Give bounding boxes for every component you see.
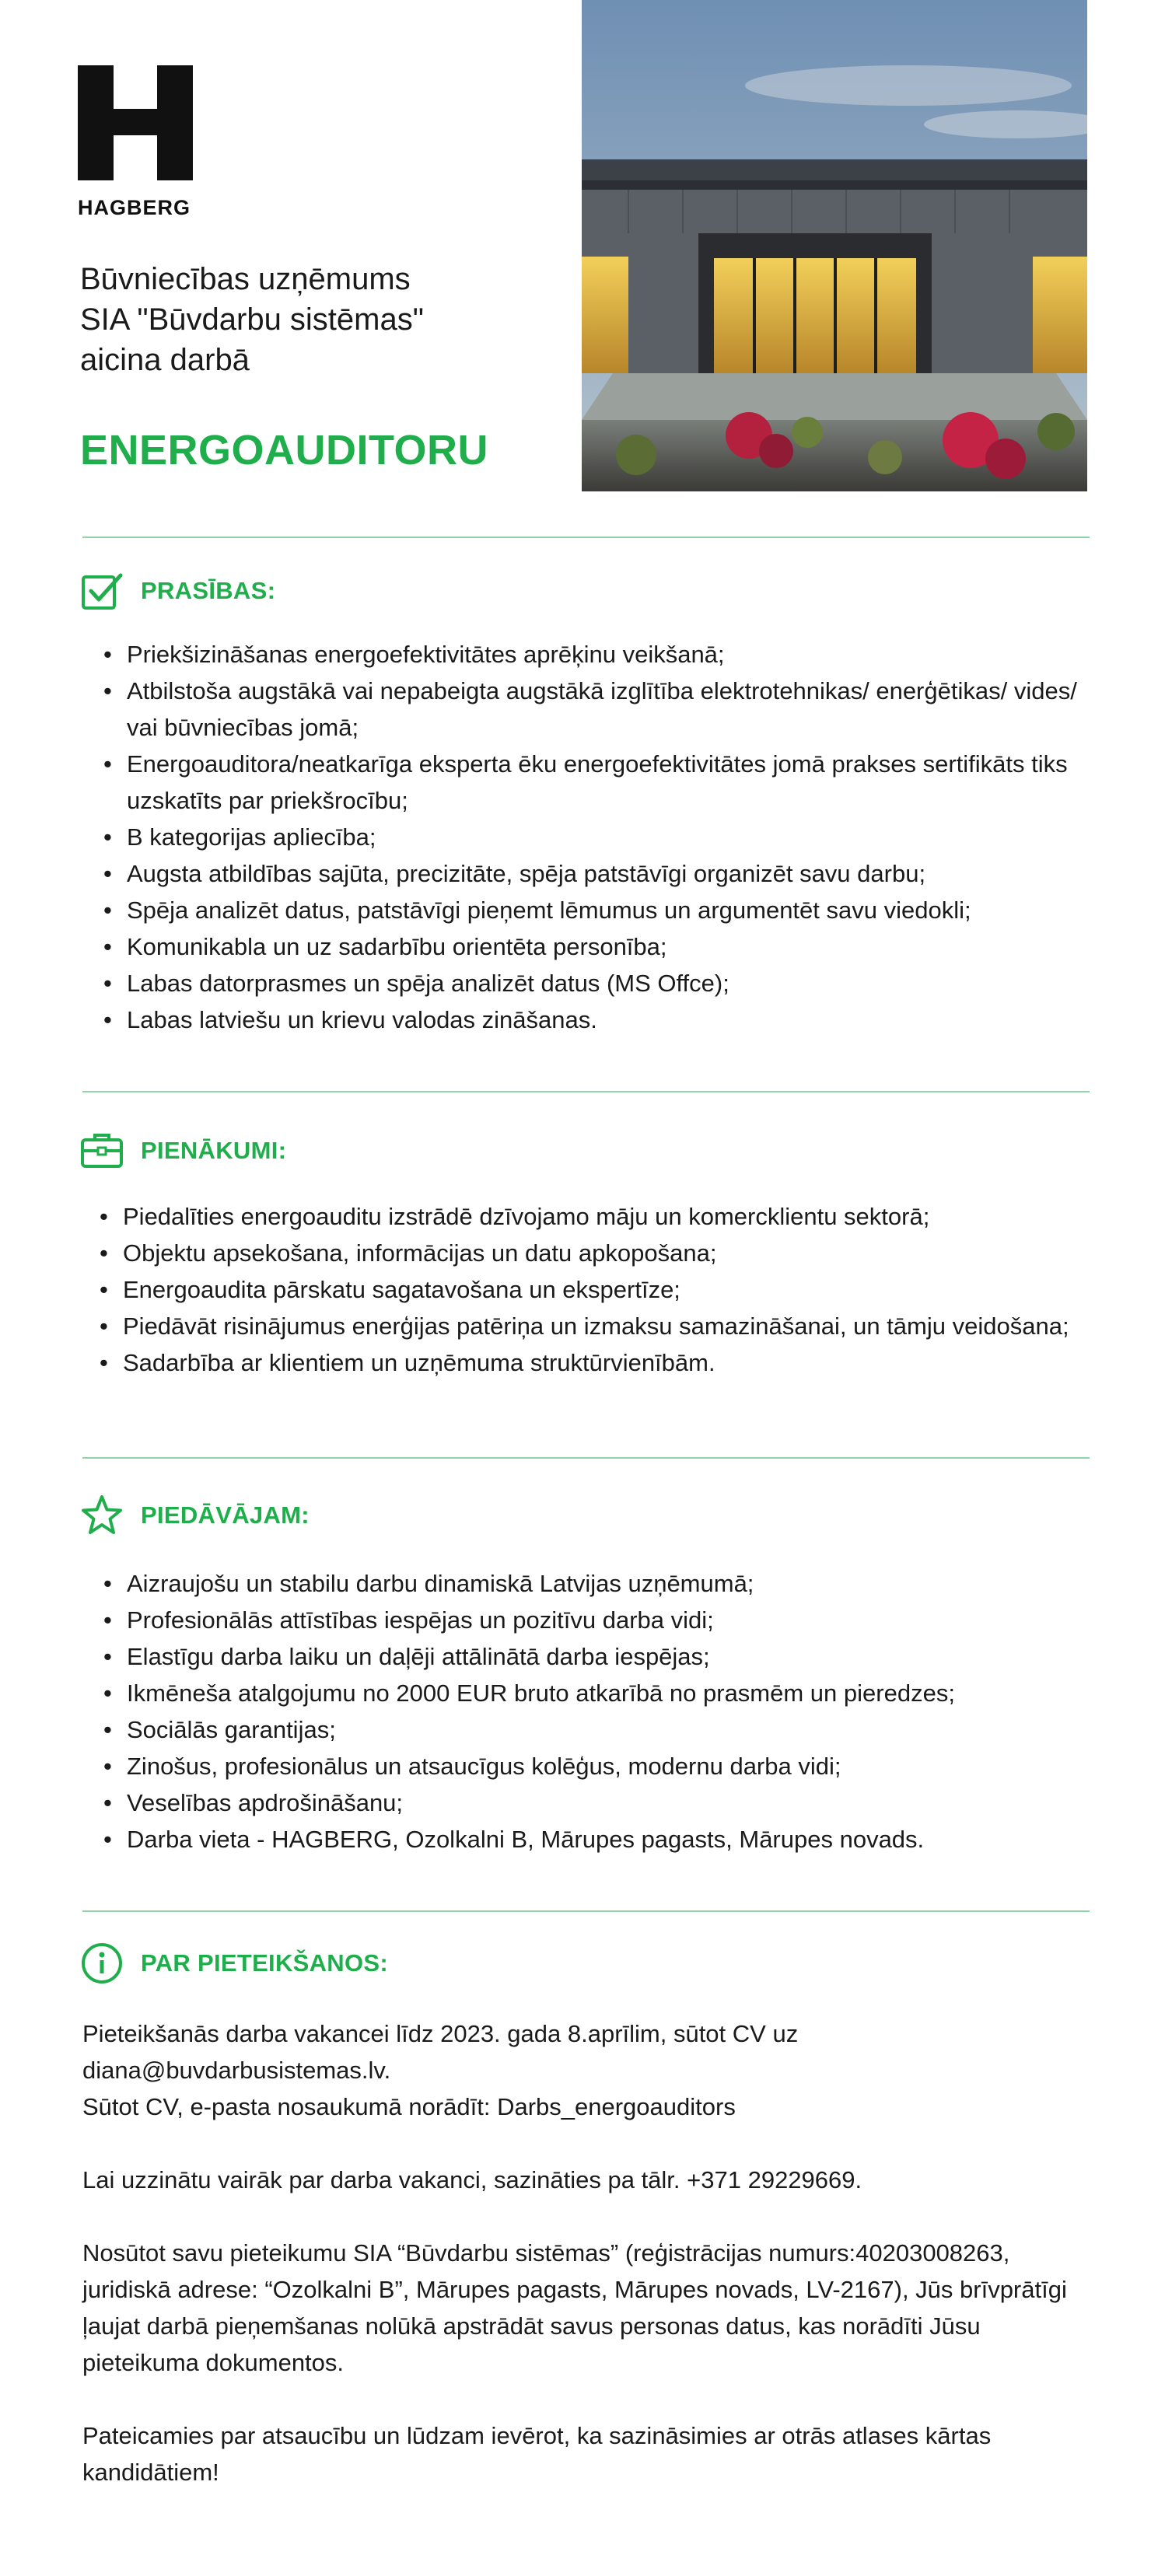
section-header-requirements [80,569,275,613]
list-item: • Sociālās garantijas; [103,1711,1107,1748]
application-info [82,2015,1093,2490]
list-item: • Labas latviešu un krievu valodas zināšanas. [103,1001,1107,1038]
list-item: • Labas datorprasmes un spēja analizēt datus (MS Offce); [103,965,1107,1001]
building-photo [582,0,1087,491]
privacy-notice: Nosūtot savu pieteikumu SIA “Būvdarbu sistēmas” (reģistrācijas numurs:40203008263, juridiskā adrese: “Ozolkalni B”, Mārupes pagasts, Mārupes novads, LV-2167), Jūs brīvprātīgi ļaujat darbā pieņemšanas nolūkā apstrādāt savus personas datus, kas norādīti Jūsu pieteikuma dokumentos. [82,2239,1067,2376]
briefcase-icon [80,1129,124,1173]
divider [82,1457,1090,1459]
job-title: ENERGOAUDITORU [80,427,489,474]
list-item: • Darba vieta - HAGBERG, Ozolkalni B, Mārupes pagasts, Mārupes novads. [103,1821,1107,1858]
section-title: PIEDĀVĀJAM: [141,1501,310,1529]
duties-list [100,1198,1103,1381]
list-item: • Profesionālās attīstības iespējas un pozitīvu darba vidi; [103,1602,1107,1638]
list-item: • Ikmēneša atalgojumu no 2000 EUR bruto atkarībā no prasmēm un pieredzes; [103,1675,1107,1711]
list-item: • Piedalīties energoauditu izstrādē dzīvojamo māju un komercklientu sektorā; [100,1198,1103,1235]
intro-text [80,259,424,380]
divider [82,1910,1090,1912]
section-header-duties [80,1129,286,1173]
hagberg-logo-icon [78,65,193,180]
offer-list [103,1565,1107,1858]
list-item: • Spēja analizēt datus, patstāvīgi pieņemt lēmumus un argumentēt savu viedokli; [103,892,1107,928]
divider [82,1091,1090,1092]
list-item: • Energoauditora/neatkarīga eksperta ēku energoefektivitātes jomā prakses sertifikāts tiks uzskatīts par priekšrocību; [103,746,1107,819]
checkbox-icon [80,569,124,613]
section-title: PIENĀKUMI: [141,1137,287,1164]
star-icon [80,1494,124,1537]
brand-name: HAGBERG [78,196,191,219]
intro-line-1: Būvniecības uzņēmums [80,262,411,296]
list-item: • B kategorijas apliecība; [103,819,1107,855]
divider [82,537,1090,538]
list-item: • Energoaudita pārskatu sagatavošana un ekspertīze; [100,1271,1103,1308]
contact-phone: Lai uzzinātu vairāk par darba vakanci, sazināties pa tālr. +371 29229669. [82,2166,862,2193]
list-item: • Objektu apsekošana, informācijas un datu apkopošana; [100,1235,1103,1271]
requirements-list [103,636,1107,1038]
list-item: • Priekšizināšanas energoefektivitātes aprēķinu veikšanā; [103,636,1107,673]
list-item: • Piedāvāt risinājumus enerģijas patēriņa un izmaksu samazināšanai, un tāmju veidošana; [100,1308,1103,1344]
list-item: • Komunikabla un uz sadarbību orientēta personība; [103,928,1107,965]
list-item: • Atbilstoša augstākā vai nepabeigta augstākā izglītība elektrotehnikas/ enerģētikas/ vides/ vai būvniecības jomā; [103,673,1107,746]
list-item: • Aizraujošu un stabilu darbu dinamiskā Latvijas uzņēmumā; [103,1565,1107,1602]
intro-line-2: SIA "Būvdarbu sistēmas" [80,302,424,337]
section-title: PAR PIETEIKŠANOS: [141,1949,389,1977]
intro-line-3: aicina darbā [80,343,250,377]
email-subject-note: Sūtot CV, e-pasta nosaukumā norādīt: Darbs_energoauditors [82,2093,736,2120]
closing-note: Pateicamies par atsaucību un lūdzam ievērot, ka sazināsimies ar otrās atlases kārtas kandidātiem! [82,2422,992,2486]
list-item: • Veselības apdrošināšanu; [103,1784,1107,1821]
list-item: • Elastīgu darba laiku un daļēji attālinātā darba iespējas; [103,1638,1107,1675]
section-header-apply [80,1942,388,1985]
list-item: • Zinošus, profesionālus un atsaucīgus kolēģus, modernu darba vidi; [103,1748,1107,1784]
section-title: PRASĪBAS: [141,577,276,604]
list-item: • Augsta atbildības sajūta, precizitāte, spēja patstāvīgi organizēt savu darbu; [103,855,1107,892]
section-header-offer [80,1494,310,1537]
company-logo [78,65,194,220]
info-icon [80,1942,124,1985]
list-item: • Sadarbība ar klientiem un uzņēmuma struktūrvienībām. [100,1344,1103,1381]
application-deadline: Pieteikšanās darba vakancei līdz 2023. gada 8.aprīlim, sūtot CV uz diana@buvdarbusistemas.lv. [82,2020,799,2084]
